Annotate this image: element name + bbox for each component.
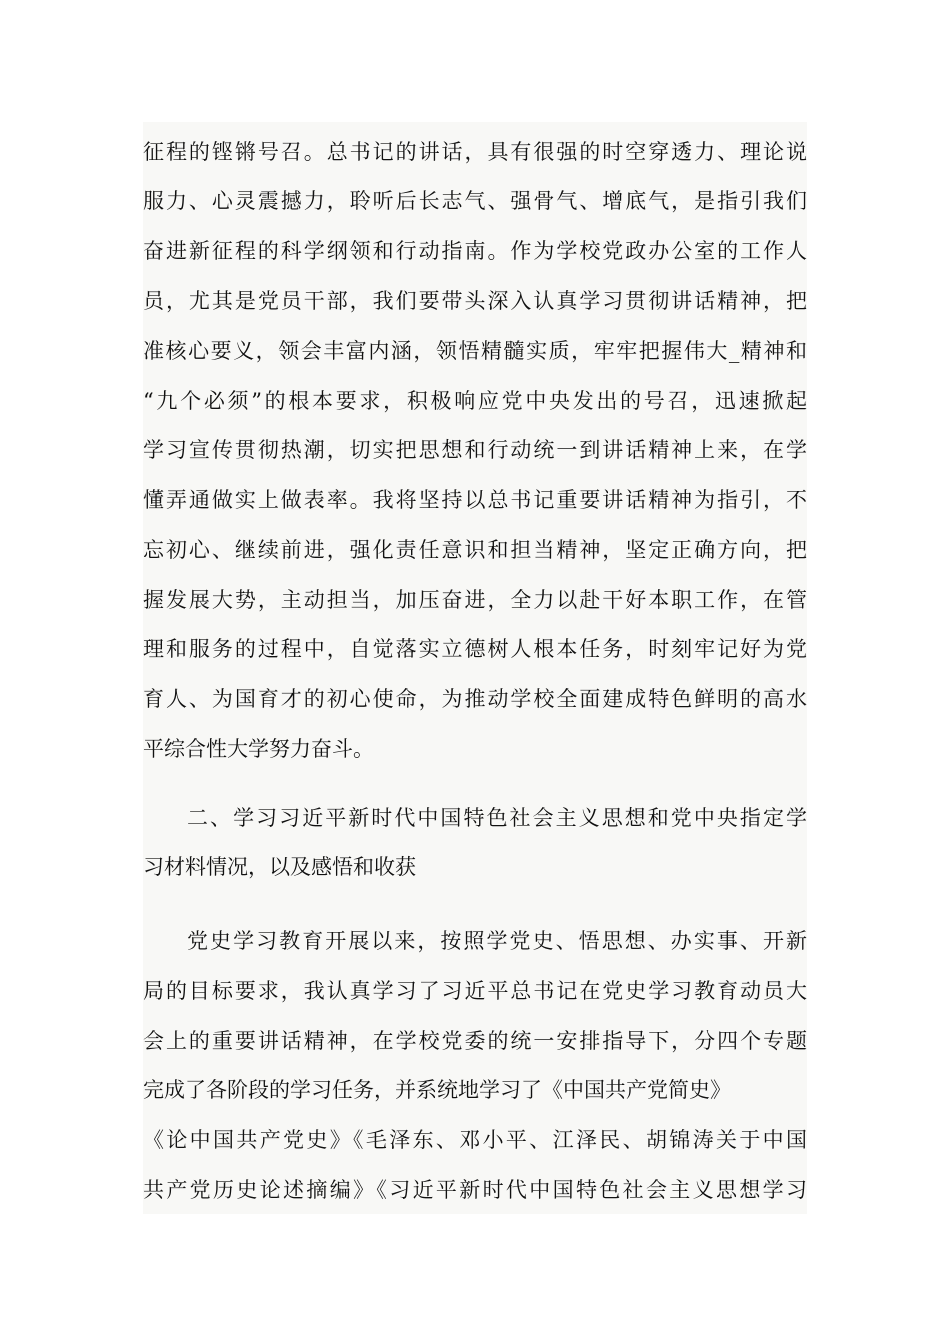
paragraph-line: 征程的铿锵号召。总书记的讲话，具有很强的时空穿透力、理论说 — [143, 140, 807, 164]
section-heading: 习材料情况，以及感悟和收获 — [143, 855, 416, 879]
paragraph-line: 忘初心、继续前进，强化责任意识和担当精神，坚定正确方向，把 — [143, 538, 807, 562]
paragraph-line: 《论中国共产党史》《毛泽东、邓小平、江泽民、胡锦涛关于中国 — [143, 1128, 807, 1152]
document-body — [143, 122, 807, 1214]
paragraph-line: 会上的重要讲话精神，在学校党委的统一安排指导下，分四个专题 — [143, 1029, 807, 1053]
paragraph-line: 平综合性大学努力奋斗。 — [143, 737, 374, 761]
paragraph-line: 完成了各阶段的学习任务，并系统地学习了《中国共产党简史》 — [143, 1078, 731, 1102]
paragraph-line: 员，尤其是党员干部，我们要带头深入认真学习贯彻讲话精神，把 — [143, 289, 807, 313]
paragraph-line: 育人、为国育才的初心使命，为推动学校全面建成特色鲜明的高水 — [143, 687, 807, 711]
paragraph-line: 握发展大势，主动担当，加压奋进，全力以赴干好本职工作，在管 — [143, 588, 807, 612]
paragraph-line: “九个必须”的根本要求，积极响应党中央发出的号召，迅速掀起 — [143, 389, 807, 413]
paragraph-line: 共产党历史论述摘编》《习近平新时代中国特色社会主义思想学习 — [143, 1178, 807, 1202]
paragraph-line: 准核心要义，领会丰富内涵，领悟精髓实质，牢牢把握伟大_精神和 — [143, 339, 807, 363]
paragraph-line: 奋进新征程的科学纲领和行动指南。作为学校党政办公室的工作人 — [143, 239, 807, 263]
section-heading: 二、学习习近平新时代中国特色社会主义思想和党中央指定学 — [187, 806, 807, 830]
paragraph-line: 学习宣传贯彻热潮，切实把思想和行动统一到讲话精神上来，在学 — [143, 438, 807, 462]
paragraph-line: 懂弄通做实上做表率。我将坚持以总书记重要讲话精神为指引，不 — [143, 488, 807, 512]
paragraph-line: 服力、心灵震撼力，聆听后长志气、强骨气、增底气，是指引我们 — [143, 189, 807, 213]
paragraph-line: 党史学习教育开展以来，按照学党史、悟思想、办实事、开新 — [187, 929, 807, 953]
paragraph-line: 局的目标要求，我认真学习了习近平总书记在党史学习教育动员大 — [143, 979, 807, 1003]
paragraph-line: 理和服务的过程中，自觉落实立德树人根本任务，时刻牢记好为党 — [143, 637, 807, 661]
